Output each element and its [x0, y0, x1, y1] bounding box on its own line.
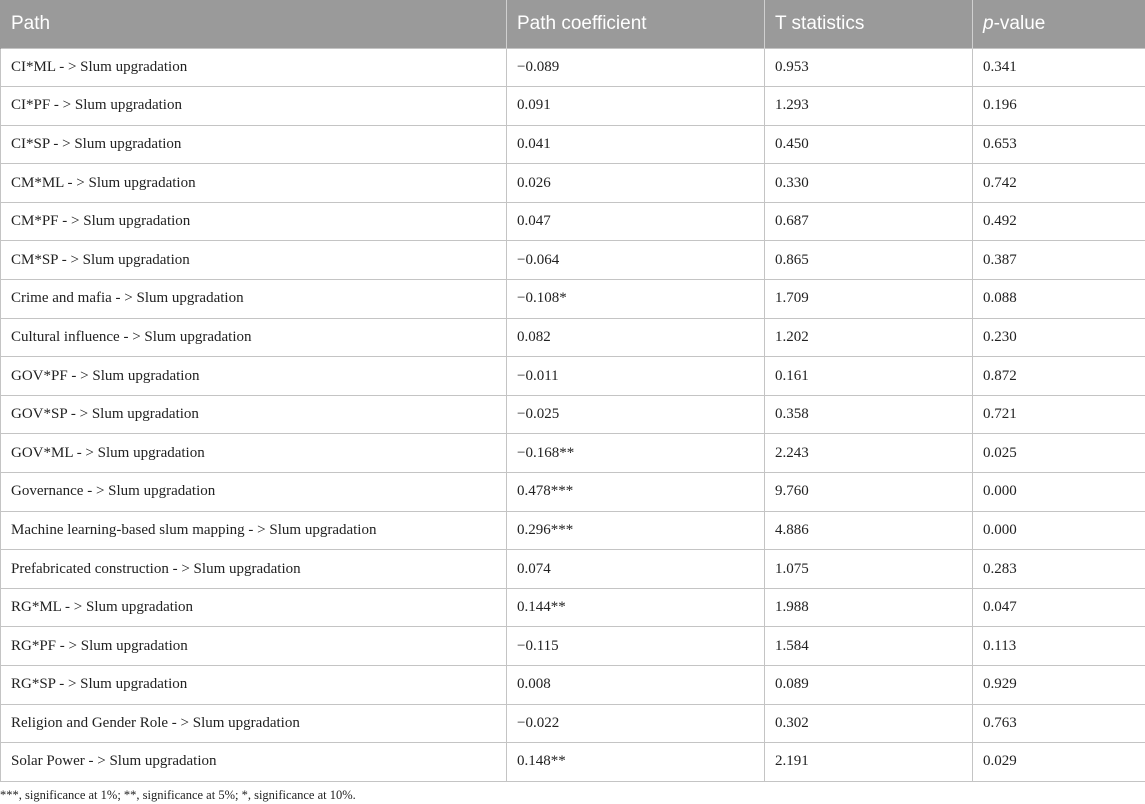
cell-p-value: 0.196: [973, 87, 1145, 126]
cell-path-coefficient: −0.168**: [507, 434, 765, 473]
cell-p-value: 0.492: [973, 202, 1145, 241]
cell-path-coefficient: 0.026: [507, 164, 765, 203]
cell-p-value: 0.742: [973, 164, 1145, 203]
table-row: [1, 164, 1145, 203]
cell-t-statistic: 2.191: [765, 743, 973, 782]
cell-path: GOV*ML - > Slum upgradation: [1, 434, 507, 473]
cell-p-value: 0.721: [973, 395, 1145, 434]
cell-t-statistic: 0.302: [765, 704, 973, 743]
cell-p-value: 0.283: [973, 550, 1145, 589]
cell-path-coefficient: 0.091: [507, 87, 765, 126]
cell-p-value: 0.653: [973, 125, 1145, 164]
cell-p-value: 0.929: [973, 666, 1145, 705]
cell-path: Machine learning-based slum mapping - > Slum upgradation: [1, 511, 507, 550]
table-row: [1, 627, 1145, 666]
table-row: [1, 280, 1145, 319]
cell-t-statistic: 0.358: [765, 395, 973, 434]
cell-p-value: 0.230: [973, 318, 1145, 357]
table-row: [1, 87, 1145, 126]
cell-path: CI*PF - > Slum upgradation: [1, 87, 507, 126]
cell-path-coefficient: 0.047: [507, 202, 765, 241]
cell-path-coefficient: −0.108*: [507, 280, 765, 319]
cell-t-statistic: 0.953: [765, 48, 973, 87]
cell-path: GOV*SP - > Slum upgradation: [1, 395, 507, 434]
cell-t-statistic: 0.865: [765, 241, 973, 280]
cell-t-statistic: 0.450: [765, 125, 973, 164]
cell-path-coefficient: −0.025: [507, 395, 765, 434]
cell-path: CM*SP - > Slum upgradation: [1, 241, 507, 280]
cell-p-value: 0.763: [973, 704, 1145, 743]
cell-path: CM*PF - > Slum upgradation: [1, 202, 507, 241]
cell-t-statistic: 0.330: [765, 164, 973, 203]
table-footnote: ***, significance at 1%; **, significance at 5%; *, significance at 10%.: [0, 788, 356, 802]
table-row: [1, 125, 1145, 164]
cell-path-coefficient: 0.148**: [507, 743, 765, 782]
cell-t-statistic: 2.243: [765, 434, 973, 473]
table-row: [1, 395, 1145, 434]
cell-path-coefficient: 0.041: [507, 125, 765, 164]
cell-path: Solar Power - > Slum upgradation: [1, 743, 507, 782]
cell-t-statistic: 1.075: [765, 550, 973, 589]
cell-t-statistic: 9.760: [765, 473, 973, 512]
table-header: [1, 0, 1145, 48]
cell-p-value: 0.387: [973, 241, 1145, 280]
cell-path: Cultural influence - > Slum upgradation: [1, 318, 507, 357]
cell-path: CM*ML - > Slum upgradation: [1, 164, 507, 203]
cell-p-value: 0.000: [973, 511, 1145, 550]
header-p-value: [973, 0, 1145, 48]
cell-path-coefficient: 0.008: [507, 666, 765, 705]
cell-path-coefficient: −0.022: [507, 704, 765, 743]
cell-t-statistic: 1.202: [765, 318, 973, 357]
table-row: [1, 318, 1145, 357]
table-row: [1, 704, 1145, 743]
cell-path-coefficient: 0.074: [507, 550, 765, 589]
cell-path: Prefabricated construction - > Slum upgradation: [1, 550, 507, 589]
table-row: [1, 511, 1145, 550]
cell-t-statistic: 1.709: [765, 280, 973, 319]
table-row: [1, 588, 1145, 627]
header-p-italic: p: [983, 12, 994, 34]
cell-p-value: 0.029: [973, 743, 1145, 782]
cell-path: RG*SP - > Slum upgradation: [1, 666, 507, 705]
table-row: [1, 357, 1145, 396]
cell-p-value: 0.088: [973, 280, 1145, 319]
header-path-coefficient: Path coefficient: [507, 0, 765, 48]
cell-path-coefficient: −0.011: [507, 357, 765, 396]
cell-p-value: 0.025: [973, 434, 1145, 473]
cell-path-coefficient: 0.082: [507, 318, 765, 357]
cell-p-value: 0.113: [973, 627, 1145, 666]
cell-p-value: 0.872: [973, 357, 1145, 396]
table-body: [1, 48, 1145, 781]
table-row: [1, 202, 1145, 241]
cell-t-statistic: 1.988: [765, 588, 973, 627]
cell-path: GOV*PF - > Slum upgradation: [1, 357, 507, 396]
cell-path: Crime and mafia - > Slum upgradation: [1, 280, 507, 319]
cell-t-statistic: 1.584: [765, 627, 973, 666]
cell-path: RG*PF - > Slum upgradation: [1, 627, 507, 666]
cell-path: Religion and Gender Role - > Slum upgradation: [1, 704, 507, 743]
cell-path: Governance - > Slum upgradation: [1, 473, 507, 512]
cell-p-value: 0.000: [973, 473, 1145, 512]
header-row: [1, 0, 1145, 48]
cell-t-statistic: 4.886: [765, 511, 973, 550]
cell-path-coefficient: −0.089: [507, 48, 765, 87]
cell-path: RG*ML - > Slum upgradation: [1, 588, 507, 627]
cell-t-statistic: 0.089: [765, 666, 973, 705]
cell-path-coefficient: 0.478***: [507, 473, 765, 512]
header-p-suffix: -value: [993, 12, 1046, 34]
table-row: [1, 48, 1145, 87]
cell-p-value: 0.341: [973, 48, 1145, 87]
cell-path-coefficient: 0.296***: [507, 511, 765, 550]
cell-t-statistic: 0.687: [765, 202, 973, 241]
cell-path-coefficient: −0.115: [507, 627, 765, 666]
table-row: [1, 743, 1145, 782]
cell-path-coefficient: 0.144**: [507, 588, 765, 627]
cell-t-statistic: 0.161: [765, 357, 973, 396]
table-row: [1, 241, 1145, 280]
table-row: [1, 434, 1145, 473]
cell-path-coefficient: −0.064: [507, 241, 765, 280]
header-t-statistics: T statistics: [765, 0, 973, 48]
table-row: [1, 473, 1145, 512]
cell-path: CI*ML - > Slum upgradation: [1, 48, 507, 87]
cell-path: CI*SP - > Slum upgradation: [1, 125, 507, 164]
table-row: [1, 666, 1145, 705]
header-path: Path: [1, 0, 507, 48]
table-row: [1, 550, 1145, 589]
cell-p-value: 0.047: [973, 588, 1145, 627]
cell-t-statistic: 1.293: [765, 87, 973, 126]
